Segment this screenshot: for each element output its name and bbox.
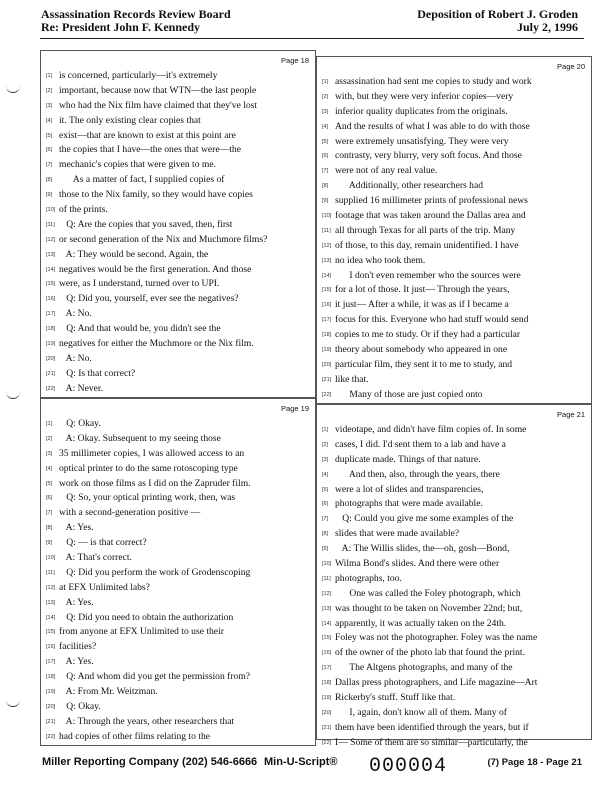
transcript-line — [322, 631, 588, 646]
line-number: [21] — [46, 370, 56, 377]
line-number: [11] — [46, 221, 55, 228]
line-text: Q: And that would be, you didn't see the — [59, 323, 221, 335]
transcript-line — [46, 432, 312, 447]
transcript-line — [322, 254, 588, 269]
transcript-line — [46, 218, 312, 233]
line-number: [9] — [46, 192, 53, 199]
transcript-line — [322, 587, 588, 602]
transcript-line — [46, 322, 312, 337]
min-u-script-mark: Min-U-Script® — [264, 756, 338, 768]
transcript-line — [322, 358, 588, 373]
line-text: Additionally, other researchers had — [335, 180, 484, 192]
board-name: Assassination Records Review Board — [41, 7, 231, 21]
transcript-line — [46, 337, 312, 352]
line-text: Q: Did you perform the work of Grodenscoping — [59, 566, 251, 578]
line-number: [13] — [46, 599, 56, 606]
transcript-line — [46, 625, 312, 640]
line-text: videotape, and didn't have film copies of. In some — [335, 424, 527, 435]
transcript-line — [322, 661, 588, 676]
line-number: [10] — [322, 213, 332, 220]
line-text: was thought to be taken on November 22nd; but, — [335, 602, 523, 614]
line-number: [5] — [322, 138, 329, 145]
transcript-line — [322, 557, 588, 572]
line-text: at EFX Unlimited labs? — [59, 581, 150, 593]
line-number: [1] — [46, 421, 53, 427]
line-text: A: No. — [59, 352, 92, 364]
deposition-date: July 2, 1996 — [516, 20, 578, 34]
line-text: it. The only existing clear copies that — [59, 114, 201, 126]
transcript-line — [46, 277, 312, 292]
transcript-line — [322, 194, 588, 209]
line-text: Q: — is that correct? — [59, 537, 147, 549]
line-text: is concerned, particularly—it's extremely — [59, 70, 218, 81]
line-number: [12] — [46, 236, 56, 243]
line-text: or second generation of the Nix and Muchmore films? — [59, 233, 268, 245]
line-text: supplied 16 millimeter prints of professional news — [335, 195, 528, 207]
line-text: them have been identified through the years, but if — [335, 721, 529, 733]
line-text: theory about somebody who appeared in one — [335, 344, 508, 356]
line-number: [14] — [46, 266, 56, 273]
line-number: [17] — [322, 665, 332, 672]
line-number: [21] — [322, 376, 332, 383]
line-number: [20] — [46, 355, 56, 362]
transcript-line — [322, 438, 588, 453]
line-number: [19] — [322, 695, 332, 702]
transcript-line — [322, 388, 588, 403]
line-text: copies to me to study. Or if they had a particular — [335, 329, 521, 341]
line-number: [17] — [46, 659, 56, 666]
line-text: were not of any real value. — [335, 165, 438, 177]
line-text: Q: Are the copies that you saved, then, first — [59, 218, 233, 230]
line-text: photographs, too. — [335, 572, 402, 584]
line-number: [13] — [322, 605, 332, 612]
transcript-line — [46, 685, 312, 700]
line-text: photographs that were made available. — [335, 498, 483, 510]
page-number: Page 21 — [557, 410, 585, 419]
line-number: [16] — [46, 644, 56, 651]
transcript-line — [46, 84, 312, 99]
line-number: [6] — [322, 501, 329, 508]
line-number: [8] — [46, 177, 53, 184]
line-number: [16] — [322, 650, 332, 657]
line-number: [17] — [322, 317, 332, 324]
line-number: [7] — [322, 516, 329, 523]
line-text: 35 millimeter copies, I was allowed access to an — [59, 447, 245, 459]
line-number: [14] — [322, 620, 332, 627]
transcript-line — [46, 700, 312, 715]
transcript-line — [46, 263, 312, 278]
line-number: [18] — [322, 332, 332, 339]
transcript-line — [46, 248, 312, 263]
transcript-line — [46, 670, 312, 685]
transcript-line — [322, 120, 588, 135]
transcript-line — [46, 367, 312, 382]
punch-mark — [6, 84, 20, 93]
transcript-lines — [322, 75, 588, 403]
line-text: with a second-generation positive — — [59, 507, 201, 519]
line-number: [18] — [322, 680, 332, 687]
transcript-line — [46, 129, 312, 144]
transcript-line — [322, 542, 588, 557]
case-name: Re: President John F. Kennedy — [41, 20, 201, 34]
line-number: [6] — [46, 147, 53, 154]
transcript-line — [322, 646, 588, 661]
line-text: A: Through the years, other researchers that — [59, 715, 235, 727]
line-number: [19] — [46, 341, 56, 348]
line-text: who had the Nix film have claimed that they've lost — [59, 99, 258, 111]
line-number: [4] — [322, 123, 329, 130]
line-text: A: Yes. — [59, 522, 94, 534]
line-number: [16] — [322, 302, 332, 309]
reporting-company: Miller Reporting Company (202) 546-6666 — [42, 756, 258, 768]
line-text: from anyone at EFX Unlimited to use their — [59, 626, 224, 638]
line-number: [7] — [46, 162, 53, 169]
line-text: I— Some of them are so similar—particularly, the — [335, 736, 528, 748]
transcript-line — [322, 721, 588, 736]
page-number: Page 20 — [557, 62, 585, 71]
line-text: of those, to this day, remain unidentified. I have — [335, 239, 519, 251]
line-text: negatives for either the Muchmore or the Nix film. — [59, 338, 254, 350]
line-text: And the results of what I was able to do with those — [335, 120, 530, 132]
transcript-lines — [46, 69, 312, 397]
bates-stamp: 000004 — [369, 755, 448, 778]
line-number: [4] — [46, 117, 53, 124]
line-number: [5] — [46, 480, 53, 487]
line-text: A: Yes. — [59, 656, 94, 668]
transcript-line — [46, 640, 312, 655]
line-text: apparently, it was actually taken on the 24th. — [335, 617, 507, 629]
transcript-line — [46, 596, 312, 611]
transcript-line — [46, 491, 312, 506]
line-text: Foley was not the photographer. Foley was the name — [335, 632, 538, 644]
line-text: footage that was taken around the Dallas area and — [335, 210, 526, 222]
transcript-lines — [322, 423, 588, 751]
line-number: [16] — [46, 296, 56, 303]
line-text: were, as I understand, turned over to UPI. — [59, 278, 220, 290]
line-number: [5] — [46, 132, 53, 139]
transcript-line — [322, 343, 588, 358]
transcript-line — [322, 512, 588, 527]
line-text: mechanic's copies that were given to me. — [59, 159, 217, 171]
line-number: [11] — [46, 569, 55, 576]
transcript-line — [46, 69, 312, 84]
line-number: [7] — [322, 168, 329, 175]
transcript-line — [46, 447, 312, 462]
line-text: important, because now that WTN—the last people — [59, 84, 257, 96]
line-number: [22] — [322, 739, 332, 746]
line-number: [15] — [322, 635, 332, 642]
transcript-line — [322, 527, 588, 542]
line-number: [2] — [322, 441, 329, 448]
line-text: like that. — [335, 373, 369, 385]
line-text: Wilma Bond's slides. And there were other — [335, 558, 500, 570]
line-text: A: The Willis slides, the—oh, gosh—Bond, — [335, 543, 510, 555]
line-number: [22] — [46, 733, 56, 740]
page-number: Page 19 — [281, 404, 309, 413]
line-text: had copies of other films relating to the — [59, 730, 211, 742]
line-text: Many of those are just copied onto — [335, 388, 483, 400]
line-text: Dallas press photographers, and Life magazine—Art — [335, 677, 538, 689]
transcript-line — [322, 423, 588, 438]
transcript-line — [46, 566, 312, 581]
line-number: [3] — [322, 108, 329, 115]
transcript-line — [46, 352, 312, 367]
line-text: I, again, don't know all of them. Many of — [335, 706, 507, 718]
transcript-line — [46, 203, 312, 218]
line-number: [9] — [322, 546, 329, 553]
line-text: cases, I did. I'd sent them to a lab and have a — [335, 438, 506, 450]
transcript-line — [322, 328, 588, 343]
line-text: Q: Could you give me some examples of the — [335, 513, 514, 525]
line-number: [6] — [322, 153, 329, 160]
transcript-line — [46, 188, 312, 203]
line-text: A: That's correct. — [59, 552, 132, 564]
transcript-line — [46, 292, 312, 307]
line-number: [15] — [46, 281, 56, 288]
line-number: [9] — [322, 198, 329, 205]
line-number: [8] — [322, 183, 329, 190]
transcript-line — [322, 676, 588, 691]
line-text: A: They would be second. Again, the — [59, 248, 209, 260]
line-text: it just— After a while, it was as if I became a — [335, 299, 509, 311]
line-number: [18] — [46, 326, 56, 333]
transcript-line — [322, 468, 588, 483]
transcript-line — [46, 655, 312, 670]
line-text: Q: And whom did you get the permission from? — [59, 671, 251, 683]
transcript-line — [322, 224, 588, 239]
line-number: [2] — [322, 93, 329, 100]
transcript-line — [46, 462, 312, 477]
line-number: [12] — [322, 590, 332, 597]
line-number: [10] — [322, 561, 332, 568]
page-number: Page 18 — [281, 56, 309, 65]
line-number: [12] — [46, 584, 56, 591]
transcript-page-21 — [316, 404, 592, 748]
line-text: Q: So, your optical printing work, then, was — [59, 492, 236, 504]
line-number: [1] — [46, 73, 53, 79]
transcript-line — [322, 453, 588, 468]
line-text: inferior quality duplicates from the originals. — [335, 105, 508, 117]
transcript-page-19 — [40, 398, 316, 746]
transcript-line — [322, 75, 588, 90]
line-number: [7] — [46, 510, 53, 517]
transcript-line — [46, 143, 312, 158]
transcript-line — [46, 417, 312, 432]
punch-mark — [6, 698, 20, 707]
line-text: optical printer to do the same rotoscoping type — [59, 462, 238, 474]
line-number: [22] — [46, 385, 56, 392]
line-number: [11] — [322, 227, 331, 234]
punch-mark — [6, 390, 20, 399]
line-number: [20] — [46, 703, 56, 710]
transcript-line — [322, 90, 588, 105]
line-number: [1] — [322, 79, 329, 85]
line-number: [8] — [322, 531, 329, 538]
transcript-line — [322, 602, 588, 617]
line-text: Rickerby's stuff. Stuff like that. — [335, 692, 456, 704]
transcript-line — [46, 173, 312, 188]
transcript-line — [322, 572, 588, 587]
header-divider — [40, 38, 584, 39]
line-text: work on those films as I did on the Zapruder film. — [59, 477, 251, 489]
line-number: [13] — [322, 257, 332, 264]
line-text: were a lot of slides and transparencies, — [335, 483, 484, 495]
line-number: [13] — [46, 251, 56, 258]
transcript-line — [46, 233, 312, 248]
line-text: facilities? — [59, 641, 97, 653]
transcript-line — [322, 497, 588, 512]
line-text: contrasty, very blurry, very soft focus. And those — [335, 150, 522, 162]
line-text: The Altgens photographs, and many of the — [335, 662, 513, 674]
transcript-line — [322, 164, 588, 179]
line-text: A: Okay. Subsequent to my seeing those — [59, 432, 221, 444]
transcript-line — [46, 506, 312, 521]
line-text: I don't even remember who the sources were — [335, 269, 521, 281]
line-number: [2] — [46, 435, 53, 442]
line-number: [8] — [46, 525, 53, 532]
line-number: [15] — [46, 629, 56, 636]
transcript-line — [46, 99, 312, 114]
line-text: exist—that are known to exist at this point are — [59, 129, 236, 141]
line-text: negatives would be the first generation. And those — [59, 263, 252, 275]
line-number: [19] — [46, 689, 56, 696]
transcript-line — [322, 283, 588, 298]
line-text: those to the Nix family, so they would have copies — [59, 189, 253, 201]
transcript-line — [46, 581, 312, 596]
transcript-line — [46, 382, 312, 397]
transcript-line — [322, 706, 588, 721]
transcript-line — [322, 736, 588, 751]
line-number: [1] — [322, 427, 329, 433]
line-number: [5] — [322, 486, 329, 493]
transcript-line — [322, 691, 588, 706]
line-text: the copies that I have—the ones that were—the — [59, 144, 241, 156]
line-text: As a matter of fact, I supplied copies of — [59, 174, 225, 186]
line-number: [3] — [46, 102, 53, 109]
transcript-page-20 — [316, 56, 592, 404]
transcript-line — [322, 373, 588, 388]
line-number: [22] — [322, 391, 332, 398]
line-text: Q: Okay. — [59, 418, 101, 429]
line-text: Q: Did you, yourself, ever see the negatives? — [59, 293, 239, 305]
transcript-line — [322, 298, 588, 313]
line-number: [10] — [46, 555, 56, 562]
line-text: assassination had sent me copies to study and work — [335, 76, 532, 87]
transcript-line — [322, 483, 588, 498]
line-number: [17] — [46, 311, 56, 318]
line-text: A: From Mr. Weitzman. — [59, 686, 158, 698]
line-number: [21] — [322, 724, 332, 731]
line-text: A: Yes. — [59, 596, 94, 608]
line-text: slides that were made available? — [335, 528, 460, 540]
transcript-line — [46, 307, 312, 322]
line-number: [11] — [322, 575, 331, 582]
line-number: [6] — [46, 495, 53, 502]
line-text: with, but they were very inferior copies—very — [335, 90, 514, 102]
transcript-line — [322, 239, 588, 254]
line-text: focus for this. Everyone who had stuff would send — [335, 314, 529, 326]
transcript-page-18 — [40, 50, 316, 398]
line-text: Q: Did you need to obtain the authorization — [59, 611, 234, 623]
line-text: And then, also, through the years, there — [335, 468, 500, 480]
transcript-line — [322, 209, 588, 224]
transcript-line — [46, 715, 312, 730]
header-left — [41, 8, 231, 34]
transcript-line — [322, 313, 588, 328]
line-text: Q: Okay. — [59, 700, 101, 712]
transcript-line — [322, 179, 588, 194]
page-range: (7) Page 18 - Page 21 — [487, 757, 582, 768]
line-number: [4] — [46, 465, 53, 472]
line-number: [14] — [322, 272, 332, 279]
deposition-title: Deposition of Robert J. Groden — [417, 7, 578, 21]
transcript-line — [46, 521, 312, 536]
line-text: particular film, they sent it to me to study, and — [335, 358, 513, 370]
line-text: of the owner of the photo lab that found the print. — [335, 647, 525, 659]
line-number: [20] — [322, 361, 332, 368]
line-number: [3] — [322, 456, 329, 463]
line-number: [21] — [46, 718, 56, 725]
line-text: for a lot of those. It just— Through the years, — [335, 284, 510, 296]
transcript-line — [322, 135, 588, 150]
line-number: [15] — [322, 287, 332, 294]
line-number: [12] — [322, 242, 332, 249]
line-text: all through Texas for all parts of the trip. Many — [335, 224, 516, 236]
transcript-line — [46, 536, 312, 551]
line-text: A: Never. — [59, 382, 103, 394]
line-text: of the prints. — [59, 204, 108, 216]
line-text: were extremely unsatisfying. They were very — [335, 135, 509, 147]
transcript-line — [322, 105, 588, 120]
line-text: duplicate made. Things of that nature. — [335, 453, 481, 465]
header-right — [417, 8, 578, 34]
transcript-line — [46, 114, 312, 129]
line-number: [9] — [46, 540, 53, 547]
line-number: [20] — [322, 709, 332, 716]
line-text: Q: Is that correct? — [59, 367, 136, 379]
line-number: [4] — [322, 471, 329, 478]
line-text: A: No. — [59, 308, 92, 320]
transcript-line — [46, 477, 312, 492]
line-number: [2] — [46, 87, 53, 94]
transcript-line — [322, 617, 588, 632]
line-number: [14] — [46, 614, 56, 621]
transcript-lines — [46, 417, 312, 745]
transcript-line — [46, 611, 312, 626]
transcript-line — [322, 269, 588, 284]
line-text: no idea who took them. — [335, 254, 426, 266]
line-number: [3] — [46, 450, 53, 457]
line-text: One was called the Foley photograph, which — [335, 587, 521, 599]
line-number: [18] — [46, 674, 56, 681]
transcript-line — [46, 158, 312, 173]
line-number: [10] — [46, 207, 56, 214]
line-number: [19] — [322, 347, 332, 354]
transcript-line — [46, 551, 312, 566]
transcript-line — [46, 730, 312, 745]
transcript-line — [322, 149, 588, 164]
